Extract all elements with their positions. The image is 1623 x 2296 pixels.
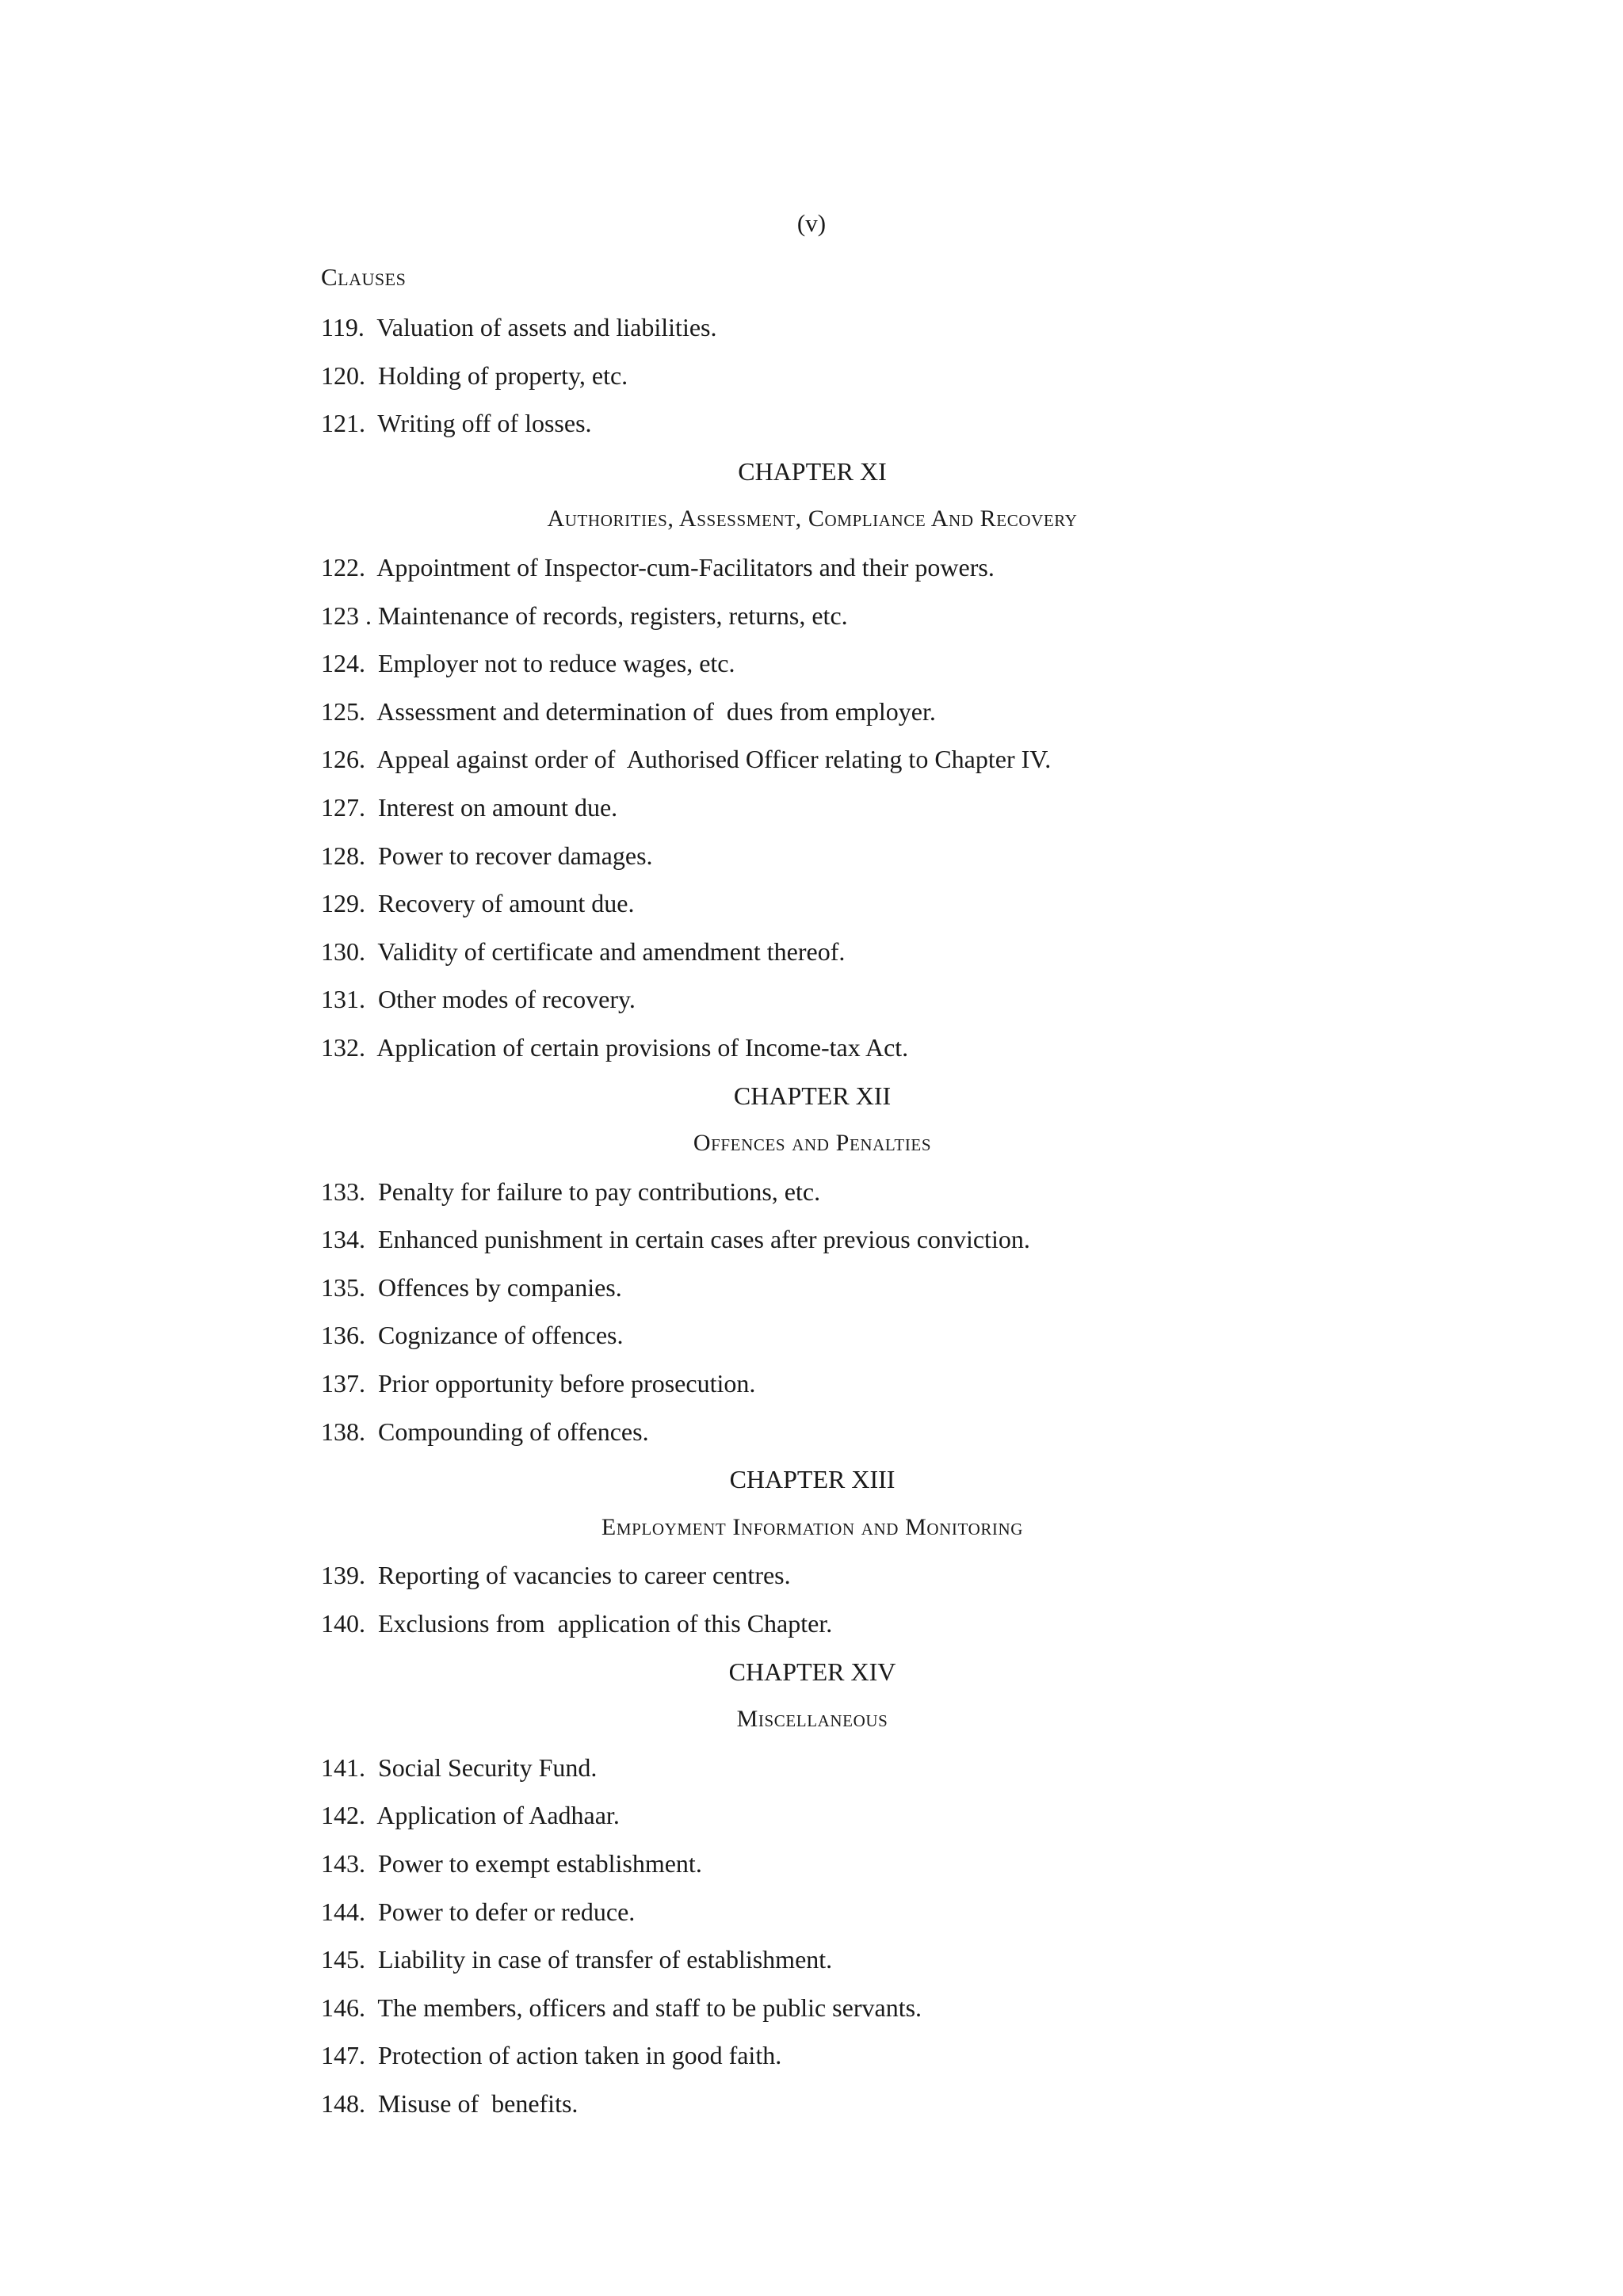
clause-entry: 133. Penalty for failure to pay contributions, etc. — [321, 1177, 821, 1206]
clause-entry: 135. Offences by companies. — [321, 1272, 622, 1302]
clause-entry: 129. Recovery of amount due. — [321, 889, 635, 918]
chapter-title: Authorities, Assessment, Compliance And Recovery — [547, 505, 1078, 532]
clause-entry: 122. Appointment of Inspector-cum-Facilitators and their powers. — [321, 552, 995, 582]
clause-entry: 143. Power to exempt establishment. — [321, 1849, 702, 1878]
chapter-heading: CHAPTER XIV — [728, 1657, 896, 1686]
chapter-heading: CHAPTER XII — [733, 1081, 892, 1110]
clause-entry: 134. Enhanced punishment in certain cases after previous conviction. — [321, 1225, 1030, 1254]
clause-entry: 144. Power to defer or reduce. — [321, 1897, 636, 1926]
clause-entry: 128. Power to recover damages. — [321, 841, 653, 870]
clause-entry: 141. Social Security Fund. — [321, 1753, 598, 1782]
clause-entry: 148. Misuse of benefits. — [321, 2088, 579, 2118]
table-of-contents — [321, 307, 1304, 2132]
clause-entry: 120. Holding of property, etc. — [321, 360, 628, 390]
clauses-label: Clauses — [321, 263, 407, 291]
clause-entry: 130. Validity of certificate and amendment thereof. — [321, 936, 846, 966]
clause-entry: 147. Protection of action taken in good faith. — [321, 2041, 782, 2070]
clause-entry: 145. Liability in case of transfer of establishment. — [321, 1945, 833, 1974]
chapter-title: Miscellaneous — [736, 1706, 888, 1733]
clause-entry: 121. Writing off of losses. — [321, 409, 592, 438]
clause-entry: 132. Application of certain provisions of Income-tax Act. — [321, 1032, 909, 1062]
clause-entry: 131. Other modes of recovery. — [321, 985, 636, 1014]
clause-entry: 137. Prior opportunity before prosecution. — [321, 1369, 756, 1398]
chapter-heading: CHAPTER XIII — [729, 1465, 896, 1494]
page-number: (v) — [796, 209, 827, 237]
clause-entry: 139. Reporting of vacancies to career centres. — [321, 1561, 791, 1590]
chapter-title: Employment Information and Monitoring — [601, 1513, 1024, 1540]
clause-entry: 126. Appeal against order of Authorised Officer relating to Chapter IV. — [321, 745, 1052, 774]
clause-entry: 119. Valuation of assets and liabilities. — [321, 313, 717, 341]
chapter-heading: CHAPTER XI — [738, 456, 887, 486]
clause-entry: 136. Cognizance of offences. — [321, 1321, 624, 1350]
clause-entry: 146. The members, officers and staff to be public servants. — [321, 1993, 922, 2022]
clause-entry: 124. Employer not to reduce wages, etc. — [321, 649, 735, 678]
clause-entry: 142. Application of Aadhaar. — [321, 1801, 620, 1830]
clause-entry: 127. Interest on amount due. — [321, 792, 618, 822]
chapter-title: Offences and Penalties — [693, 1130, 932, 1157]
clause-entry: 138. Compounding of offences. — [321, 1417, 649, 1446]
clause-entry: 123 . Maintenance of records, registers, returns, etc. — [321, 601, 848, 630]
clause-entry: 125. Assessment and determination of dues from employer. — [321, 696, 936, 726]
clause-entry: 140. Exclusions from application of this Chapter. — [321, 1609, 833, 1638]
